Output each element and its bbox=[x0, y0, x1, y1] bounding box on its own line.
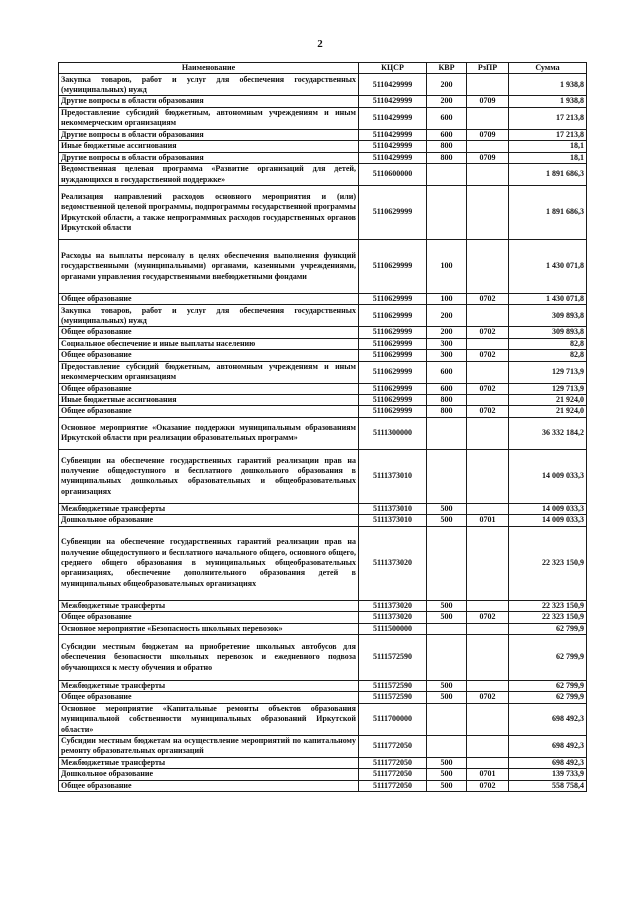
cell-rzpr bbox=[467, 395, 509, 406]
cell-sum: 21 924,0 bbox=[509, 395, 587, 406]
cell-kcsr: 5111373020 bbox=[359, 612, 427, 623]
cell-sum: 18,1 bbox=[509, 141, 587, 152]
cell-rzpr bbox=[467, 503, 509, 514]
cell-kvr: 800 bbox=[427, 406, 467, 417]
cell-kvr bbox=[427, 735, 467, 757]
cell-kcsr: 5110629999 bbox=[359, 327, 427, 338]
cell-kvr: 100 bbox=[427, 294, 467, 305]
table-row bbox=[59, 417, 587, 449]
cell-kcsr: 5111373020 bbox=[359, 600, 427, 611]
cell-rzpr bbox=[467, 338, 509, 349]
cell-rzpr bbox=[467, 164, 509, 186]
cell-kvr: 600 bbox=[427, 129, 467, 140]
cell-sum: 62 799,9 bbox=[509, 623, 587, 634]
cell-name: Дошкольное образование bbox=[59, 769, 359, 780]
cell-sum: 62 799,9 bbox=[509, 634, 587, 680]
cell-sum: 698 492,3 bbox=[509, 703, 587, 735]
cell-kvr: 500 bbox=[427, 692, 467, 703]
cell-kcsr: 5111373010 bbox=[359, 503, 427, 514]
cell-name: Общее образование bbox=[59, 612, 359, 623]
table-row bbox=[59, 129, 587, 140]
cell-sum: 1 430 071,8 bbox=[509, 240, 587, 294]
cell-rzpr: 0702 bbox=[467, 780, 509, 791]
cell-name: Межбюджетные трансферты bbox=[59, 503, 359, 514]
cell-name: Субвенции на обеспечение государственных гарантий реализации прав на получение общедоступного и бесплатного начального общего, основного общего, среднего общего образования в муниципальных общеобразовательных организациях, обеспечение дополнительного образования детей в муниципальных общеобразовательных организациях bbox=[59, 526, 359, 600]
cell-rzpr bbox=[467, 107, 509, 129]
table-row bbox=[59, 152, 587, 163]
cell-rzpr: 0709 bbox=[467, 96, 509, 107]
cell-name: Реализация направлений расходов основного мероприятия и (или) ведомственной целевой программы, подпрограммы государственной программы Иркутской области, а также непрограммных расходов государственных органов Иркутской области bbox=[59, 186, 359, 240]
cell-rzpr: 0702 bbox=[467, 406, 509, 417]
table-row bbox=[59, 107, 587, 129]
cell-rzpr bbox=[467, 240, 509, 294]
header-name: Наименование bbox=[59, 63, 359, 74]
cell-rzpr bbox=[467, 417, 509, 449]
table-row bbox=[59, 164, 587, 186]
cell-name: Дошкольное образование bbox=[59, 515, 359, 526]
cell-kcsr: 5111373020 bbox=[359, 526, 427, 600]
cell-rzpr: 0701 bbox=[467, 769, 509, 780]
cell-kvr bbox=[427, 623, 467, 634]
cell-sum: 1 891 686,3 bbox=[509, 186, 587, 240]
cell-sum: 62 799,9 bbox=[509, 692, 587, 703]
cell-sum: 22 323 150,9 bbox=[509, 600, 587, 611]
cell-name: Закупка товаров, работ и услуг для обеспечения государственных (муниципальных) нужд bbox=[59, 74, 359, 96]
cell-sum: 14 009 033,3 bbox=[509, 503, 587, 514]
cell-sum: 129 713,9 bbox=[509, 383, 587, 394]
table-body bbox=[59, 74, 587, 792]
cell-rzpr bbox=[467, 703, 509, 735]
cell-name: Субсидии местным бюджетам на осуществление мероприятий по капитальному ремонту образовательных организаций bbox=[59, 735, 359, 757]
cell-kcsr: 5110629999 bbox=[359, 294, 427, 305]
cell-kcsr: 5111500000 bbox=[359, 623, 427, 634]
table-row bbox=[59, 406, 587, 417]
table-row bbox=[59, 515, 587, 526]
cell-kvr: 200 bbox=[427, 74, 467, 96]
cell-name: Иные бюджетные ассигнования bbox=[59, 395, 359, 406]
cell-kvr bbox=[427, 703, 467, 735]
cell-kcsr: 5110629999 bbox=[359, 338, 427, 349]
cell-sum: 129 713,9 bbox=[509, 361, 587, 383]
cell-sum: 1 938,8 bbox=[509, 74, 587, 96]
cell-kcsr: 5110629999 bbox=[359, 186, 427, 240]
cell-sum: 17 213,8 bbox=[509, 129, 587, 140]
table-row bbox=[59, 141, 587, 152]
budget-table bbox=[58, 62, 587, 792]
cell-kcsr: 5110429999 bbox=[359, 141, 427, 152]
cell-kvr: 800 bbox=[427, 152, 467, 163]
cell-sum: 139 733,9 bbox=[509, 769, 587, 780]
cell-sum: 558 758,4 bbox=[509, 780, 587, 791]
page-number: 2 bbox=[317, 38, 323, 50]
table-row bbox=[59, 503, 587, 514]
cell-kcsr: 5111373010 bbox=[359, 449, 427, 503]
cell-rzpr bbox=[467, 361, 509, 383]
cell-kcsr: 5110429999 bbox=[359, 96, 427, 107]
table-row bbox=[59, 612, 587, 623]
cell-rzpr: 0702 bbox=[467, 383, 509, 394]
cell-name: Общее образование bbox=[59, 294, 359, 305]
cell-sum: 1 430 071,8 bbox=[509, 294, 587, 305]
table-row bbox=[59, 735, 587, 757]
cell-kcsr: 5111700000 bbox=[359, 703, 427, 735]
cell-kvr: 500 bbox=[427, 780, 467, 791]
cell-kcsr: 5110629999 bbox=[359, 240, 427, 294]
cell-sum: 698 492,3 bbox=[509, 735, 587, 757]
cell-kcsr: 5111572590 bbox=[359, 680, 427, 691]
cell-name: Общее образование bbox=[59, 692, 359, 703]
cell-sum: 22 323 150,9 bbox=[509, 612, 587, 623]
cell-kvr: 300 bbox=[427, 350, 467, 361]
cell-rzpr bbox=[467, 449, 509, 503]
cell-kcsr: 5110600000 bbox=[359, 164, 427, 186]
cell-sum: 17 213,8 bbox=[509, 107, 587, 129]
cell-sum: 18,1 bbox=[509, 152, 587, 163]
table-row bbox=[59, 623, 587, 634]
cell-kvr bbox=[427, 526, 467, 600]
cell-kvr: 200 bbox=[427, 305, 467, 327]
cell-kcsr: 5110629999 bbox=[359, 305, 427, 327]
cell-rzpr bbox=[467, 526, 509, 600]
cell-kcsr: 5111772050 bbox=[359, 769, 427, 780]
header-rzpr: РзПР bbox=[467, 63, 509, 74]
cell-sum: 1 938,8 bbox=[509, 96, 587, 107]
cell-kvr bbox=[427, 634, 467, 680]
cell-kvr: 500 bbox=[427, 600, 467, 611]
cell-kcsr: 5111572590 bbox=[359, 692, 427, 703]
cell-kvr: 500 bbox=[427, 515, 467, 526]
cell-rzpr bbox=[467, 141, 509, 152]
cell-kvr: 500 bbox=[427, 612, 467, 623]
cell-rzpr bbox=[467, 634, 509, 680]
cell-name: Закупка товаров, работ и услуг для обеспечения государственных (муниципальных) нужд bbox=[59, 305, 359, 327]
cell-rzpr bbox=[467, 623, 509, 634]
cell-name: Социальное обеспечение и иные выплаты населению bbox=[59, 338, 359, 349]
cell-rzpr bbox=[467, 757, 509, 768]
cell-kcsr: 5111300000 bbox=[359, 417, 427, 449]
cell-rzpr: 0702 bbox=[467, 327, 509, 338]
table-row bbox=[59, 240, 587, 294]
cell-kcsr: 5110429999 bbox=[359, 129, 427, 140]
cell-kvr: 300 bbox=[427, 338, 467, 349]
cell-kcsr: 5111572590 bbox=[359, 634, 427, 680]
cell-kvr: 600 bbox=[427, 361, 467, 383]
cell-rzpr bbox=[467, 600, 509, 611]
table-row bbox=[59, 186, 587, 240]
table-row bbox=[59, 703, 587, 735]
cell-rzpr: 0709 bbox=[467, 129, 509, 140]
cell-sum: 21 924,0 bbox=[509, 406, 587, 417]
cell-name: Основное мероприятие «Оказание поддержки муниципальным образованиям Иркутской области при реализации образовательных программ» bbox=[59, 417, 359, 449]
cell-sum: 82,8 bbox=[509, 338, 587, 349]
cell-kcsr: 5110429999 bbox=[359, 107, 427, 129]
table-row bbox=[59, 769, 587, 780]
cell-kvr: 200 bbox=[427, 96, 467, 107]
table-header-row bbox=[59, 63, 587, 74]
cell-rzpr: 0702 bbox=[467, 350, 509, 361]
table-row bbox=[59, 327, 587, 338]
cell-rzpr bbox=[467, 735, 509, 757]
header-kcsr: КЦСР bbox=[359, 63, 427, 74]
cell-kvr bbox=[427, 417, 467, 449]
cell-sum: 309 893,8 bbox=[509, 327, 587, 338]
cell-kvr: 800 bbox=[427, 141, 467, 152]
table-row bbox=[59, 757, 587, 768]
cell-kvr: 500 bbox=[427, 769, 467, 780]
table-row bbox=[59, 96, 587, 107]
cell-name: Межбюджетные трансферты bbox=[59, 600, 359, 611]
cell-name: Межбюджетные трансферты bbox=[59, 680, 359, 691]
cell-name: Другие вопросы в области образования bbox=[59, 129, 359, 140]
cell-kvr: 600 bbox=[427, 107, 467, 129]
table-row bbox=[59, 338, 587, 349]
cell-kvr: 100 bbox=[427, 240, 467, 294]
cell-sum: 22 323 150,9 bbox=[509, 526, 587, 600]
cell-name: Основное мероприятие «Капитальные ремонты объектов образования муниципальной собственности муниципальных образований Иркутской области» bbox=[59, 703, 359, 735]
header-kvr: КВР bbox=[427, 63, 467, 74]
cell-name: Основное мероприятие «Безопасность школьных перевозок» bbox=[59, 623, 359, 634]
cell-kcsr: 5111772050 bbox=[359, 757, 427, 768]
table-row bbox=[59, 305, 587, 327]
cell-name: Субсидии местным бюджетам на приобретение школьных автобусов для обеспечения безопасности школьных перевозок и ежедневного подвоза обучающихся к месту обучения и обратно bbox=[59, 634, 359, 680]
cell-rzpr: 0702 bbox=[467, 612, 509, 623]
cell-kcsr: 5111772050 bbox=[359, 735, 427, 757]
cell-name: Иные бюджетные ассигнования bbox=[59, 141, 359, 152]
table-row bbox=[59, 449, 587, 503]
cell-name: Другие вопросы в области образования bbox=[59, 96, 359, 107]
cell-rzpr bbox=[467, 680, 509, 691]
cell-kvr bbox=[427, 449, 467, 503]
cell-kcsr: 5110429999 bbox=[359, 152, 427, 163]
table-row bbox=[59, 680, 587, 691]
cell-rzpr bbox=[467, 305, 509, 327]
table-row bbox=[59, 780, 587, 791]
cell-kcsr: 5110629999 bbox=[359, 350, 427, 361]
cell-sum: 62 799,9 bbox=[509, 680, 587, 691]
cell-kvr: 600 bbox=[427, 383, 467, 394]
cell-kcsr: 5110629999 bbox=[359, 395, 427, 406]
table-row bbox=[59, 395, 587, 406]
cell-name: Предоставление субсидий бюджетным, автономным учреждениям и иным некоммерческим организациям bbox=[59, 361, 359, 383]
cell-name: Другие вопросы в области образования bbox=[59, 152, 359, 163]
table-row bbox=[59, 634, 587, 680]
cell-kcsr: 5110629999 bbox=[359, 361, 427, 383]
cell-sum: 698 492,3 bbox=[509, 757, 587, 768]
cell-sum: 14 009 033,3 bbox=[509, 515, 587, 526]
table-row bbox=[59, 294, 587, 305]
cell-sum: 14 009 033,3 bbox=[509, 449, 587, 503]
table-row bbox=[59, 692, 587, 703]
cell-rzpr bbox=[467, 186, 509, 240]
cell-kcsr: 5111373010 bbox=[359, 515, 427, 526]
cell-name: Субвенции на обеспечение государственных гарантий реализации прав на получение общедоступного и бесплатного дошкольного образования в муниципальных дошкольных образовательных и общеобразовательных организациях bbox=[59, 449, 359, 503]
cell-name: Общее образование bbox=[59, 327, 359, 338]
cell-rzpr: 0702 bbox=[467, 294, 509, 305]
cell-sum: 36 332 184,2 bbox=[509, 417, 587, 449]
cell-rzpr: 0709 bbox=[467, 152, 509, 163]
cell-name: Общее образование bbox=[59, 383, 359, 394]
cell-kcsr: 5110429999 bbox=[359, 74, 427, 96]
cell-name: Общее образование bbox=[59, 780, 359, 791]
cell-rzpr: 0701 bbox=[467, 515, 509, 526]
table-row bbox=[59, 350, 587, 361]
cell-kvr: 200 bbox=[427, 327, 467, 338]
cell-kcsr: 5110629999 bbox=[359, 383, 427, 394]
cell-name: Межбюджетные трансферты bbox=[59, 757, 359, 768]
cell-kvr: 800 bbox=[427, 395, 467, 406]
cell-kvr: 500 bbox=[427, 757, 467, 768]
cell-rzpr: 0702 bbox=[467, 692, 509, 703]
table-row bbox=[59, 383, 587, 394]
cell-name: Общее образование bbox=[59, 350, 359, 361]
cell-kvr: 500 bbox=[427, 680, 467, 691]
cell-name: Предоставление субсидий бюджетным, автономным учреждениям и иным некоммерческим организациям bbox=[59, 107, 359, 129]
cell-kvr bbox=[427, 186, 467, 240]
cell-name: Ведомственная целевая программа «Развитие организаций для детей, нуждающихся в государственной поддержке» bbox=[59, 164, 359, 186]
cell-sum: 82,8 bbox=[509, 350, 587, 361]
table-row bbox=[59, 361, 587, 383]
table-row bbox=[59, 600, 587, 611]
cell-sum: 309 893,8 bbox=[509, 305, 587, 327]
cell-kcsr: 5111772050 bbox=[359, 780, 427, 791]
cell-name: Расходы на выплаты персоналу в целях обеспечения выполнения функций государственными (муниципальными) органами, казенными учреждениями, органами управления государственными внебюджетными фондами bbox=[59, 240, 359, 294]
table-row bbox=[59, 526, 587, 600]
cell-sum: 1 891 686,3 bbox=[509, 164, 587, 186]
cell-kvr: 500 bbox=[427, 503, 467, 514]
cell-kcsr: 5110629999 bbox=[359, 406, 427, 417]
cell-rzpr bbox=[467, 74, 509, 96]
cell-name: Общее образование bbox=[59, 406, 359, 417]
cell-kvr bbox=[427, 164, 467, 186]
header-sum: Сумма bbox=[509, 63, 587, 74]
table-row bbox=[59, 74, 587, 96]
